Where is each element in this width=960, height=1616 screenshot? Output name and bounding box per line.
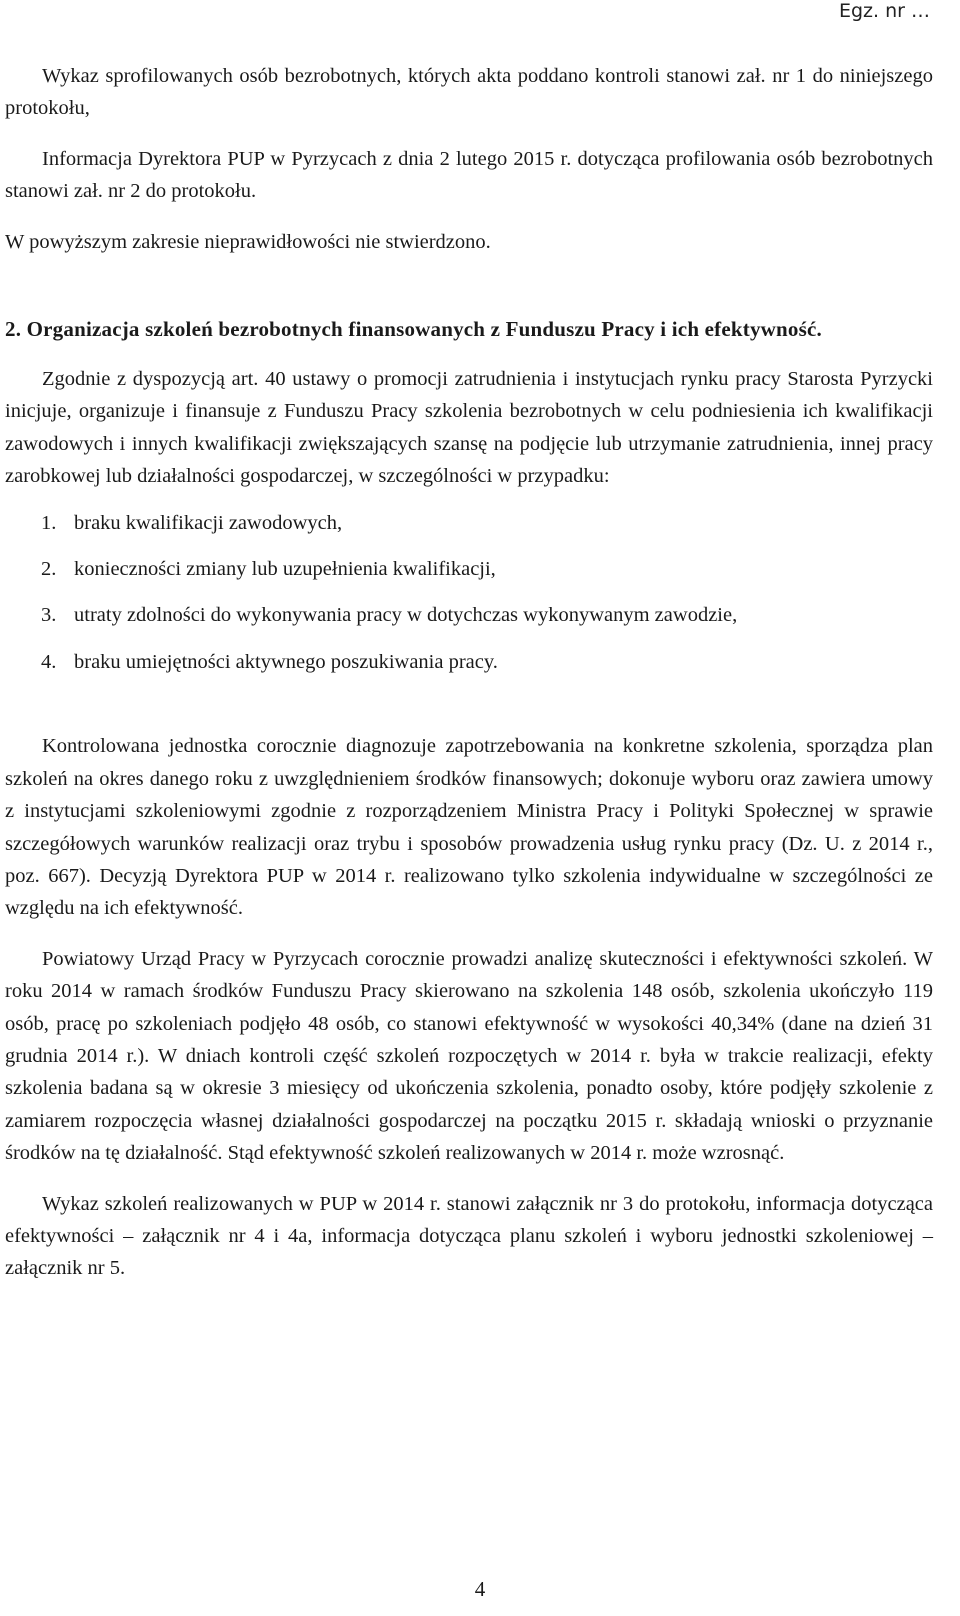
- cases-list: [5, 507, 933, 679]
- intro-paragraph-3: W powyższym zakresie nieprawidłowości nie stwierdzono.: [5, 230, 491, 253]
- section-title: Organizacja szkoleń bezrobotnych finansowanych z Funduszu Pracy i ich efektywność.: [26, 317, 822, 342]
- body-paragraph-2: Kontrolowana jednostka corocznie diagnozuje zapotrzebowania na konkretne szkolenia, sporządza plan szkoleń na okres danego roku z uwzględnieniem środków finansowych; dokonuje wyboru oraz zawiera umowy z instytucjami szkoleniowymi zgodnie z rozporządzeniem Ministra Pracy i Polityki Społecznej w sprawie szczegółowych warunków realizacji oraz trybu i sposobów prowadzenia usług rynku pracy (Dz. U. z 2014 r., poz. 667). Decyzją Dyrektora PUP w 2014 r. realizowano tylko szkolenia indywidualne w szczególności ze względu na ich efektywność.: [5, 735, 933, 920]
- body-paragraph-1: Zgodnie z dyspozycją art. 40 ustawy o promocji zatrudnienia i instytucjach rynku pracy Starosta Pyrzycki inicjuje, organizuje i finansuje z Funduszu Pracy szkolenia bezrobotnych w celu podniesienia ich kwalifikacji zawodowych i innych kwalifikacji zwiększających szansę na podjęcie lub utrzymanie zatrudnienia, innej pracy zarobkowej lub działalności gospodarczej, w szczególności w przypadku:: [5, 368, 933, 488]
- body-paragraph-3: Powiatowy Urząd Pracy w Pyrzycach corocznie prowadzi analizę skuteczności i efektywności szkoleń. W roku 2014 w ramach środków Funduszu Pracy skierowano na szkolenia 148 osób, szkolenia ukończyło 119 osób, pracę po szkoleniach podjęło 48 osób, co stanowi efektywność w wysokości 40,34% (dane na dzień 31 grudnia 2014 r.). W dniach kontroli część szkoleń rozpoczętych w 2014 r. była w trakcie realizacji, efekty szkolenia badana są w okresie 3 miesięcy od ukończenia szkolenia, ponadto osoby, które podjęły szkolenie z zamiarem rozpoczęcia własnej działalności gospodarczej na początku 2015 r. składają wnioski o przyznanie środków na tę działalność. Stąd efektywność szkoleń realizowanych w 2014 r. może wzrosnąć.: [5, 947, 933, 1165]
- list-item: 3. utraty zdolności do wykonywania pracy w dotychczas wykonywanym zawodzie,: [41, 604, 738, 627]
- page-number: 4: [474, 1577, 486, 1601]
- copy-number-mark: Egz. nr …: [838, 0, 930, 22]
- list-item: 1. braku kwalifikacji zawodowych,: [41, 511, 343, 534]
- section-number: 2.: [5, 317, 22, 342]
- intro-paragraph-1: Wykaz sprofilowanych osób bezrobotnych, których akta poddano kontroli stanowi zał. nr 1 do niniejszego protokołu,: [5, 65, 933, 120]
- section-heading: [5, 313, 933, 345]
- list-item: 2. konieczności zmiany lub uzupełnienia kwalifikacji,: [41, 558, 496, 581]
- intro-paragraph-2: Informacja Dyrektora PUP w Pyrzycach z dnia 2 lutego 2015 r. dotycząca profilowania osób bezrobotnych stanowi zał. nr 2 do protokołu.: [5, 147, 933, 203]
- document-content: [5, 60, 933, 1285]
- list-item: 4. braku umiejętności aktywnego poszukiwania pracy.: [41, 650, 498, 673]
- body-paragraph-4: Wykaz szkoleń realizowanych w PUP w 2014 r. stanowi załącznik nr 3 do protokołu, informacja dotycząca efektywności – załącznik nr 4 i 4a, informacja dotycząca planu szkoleń i wyboru jednostki szkoleniowej – załącznik nr 5.: [5, 1192, 933, 1280]
